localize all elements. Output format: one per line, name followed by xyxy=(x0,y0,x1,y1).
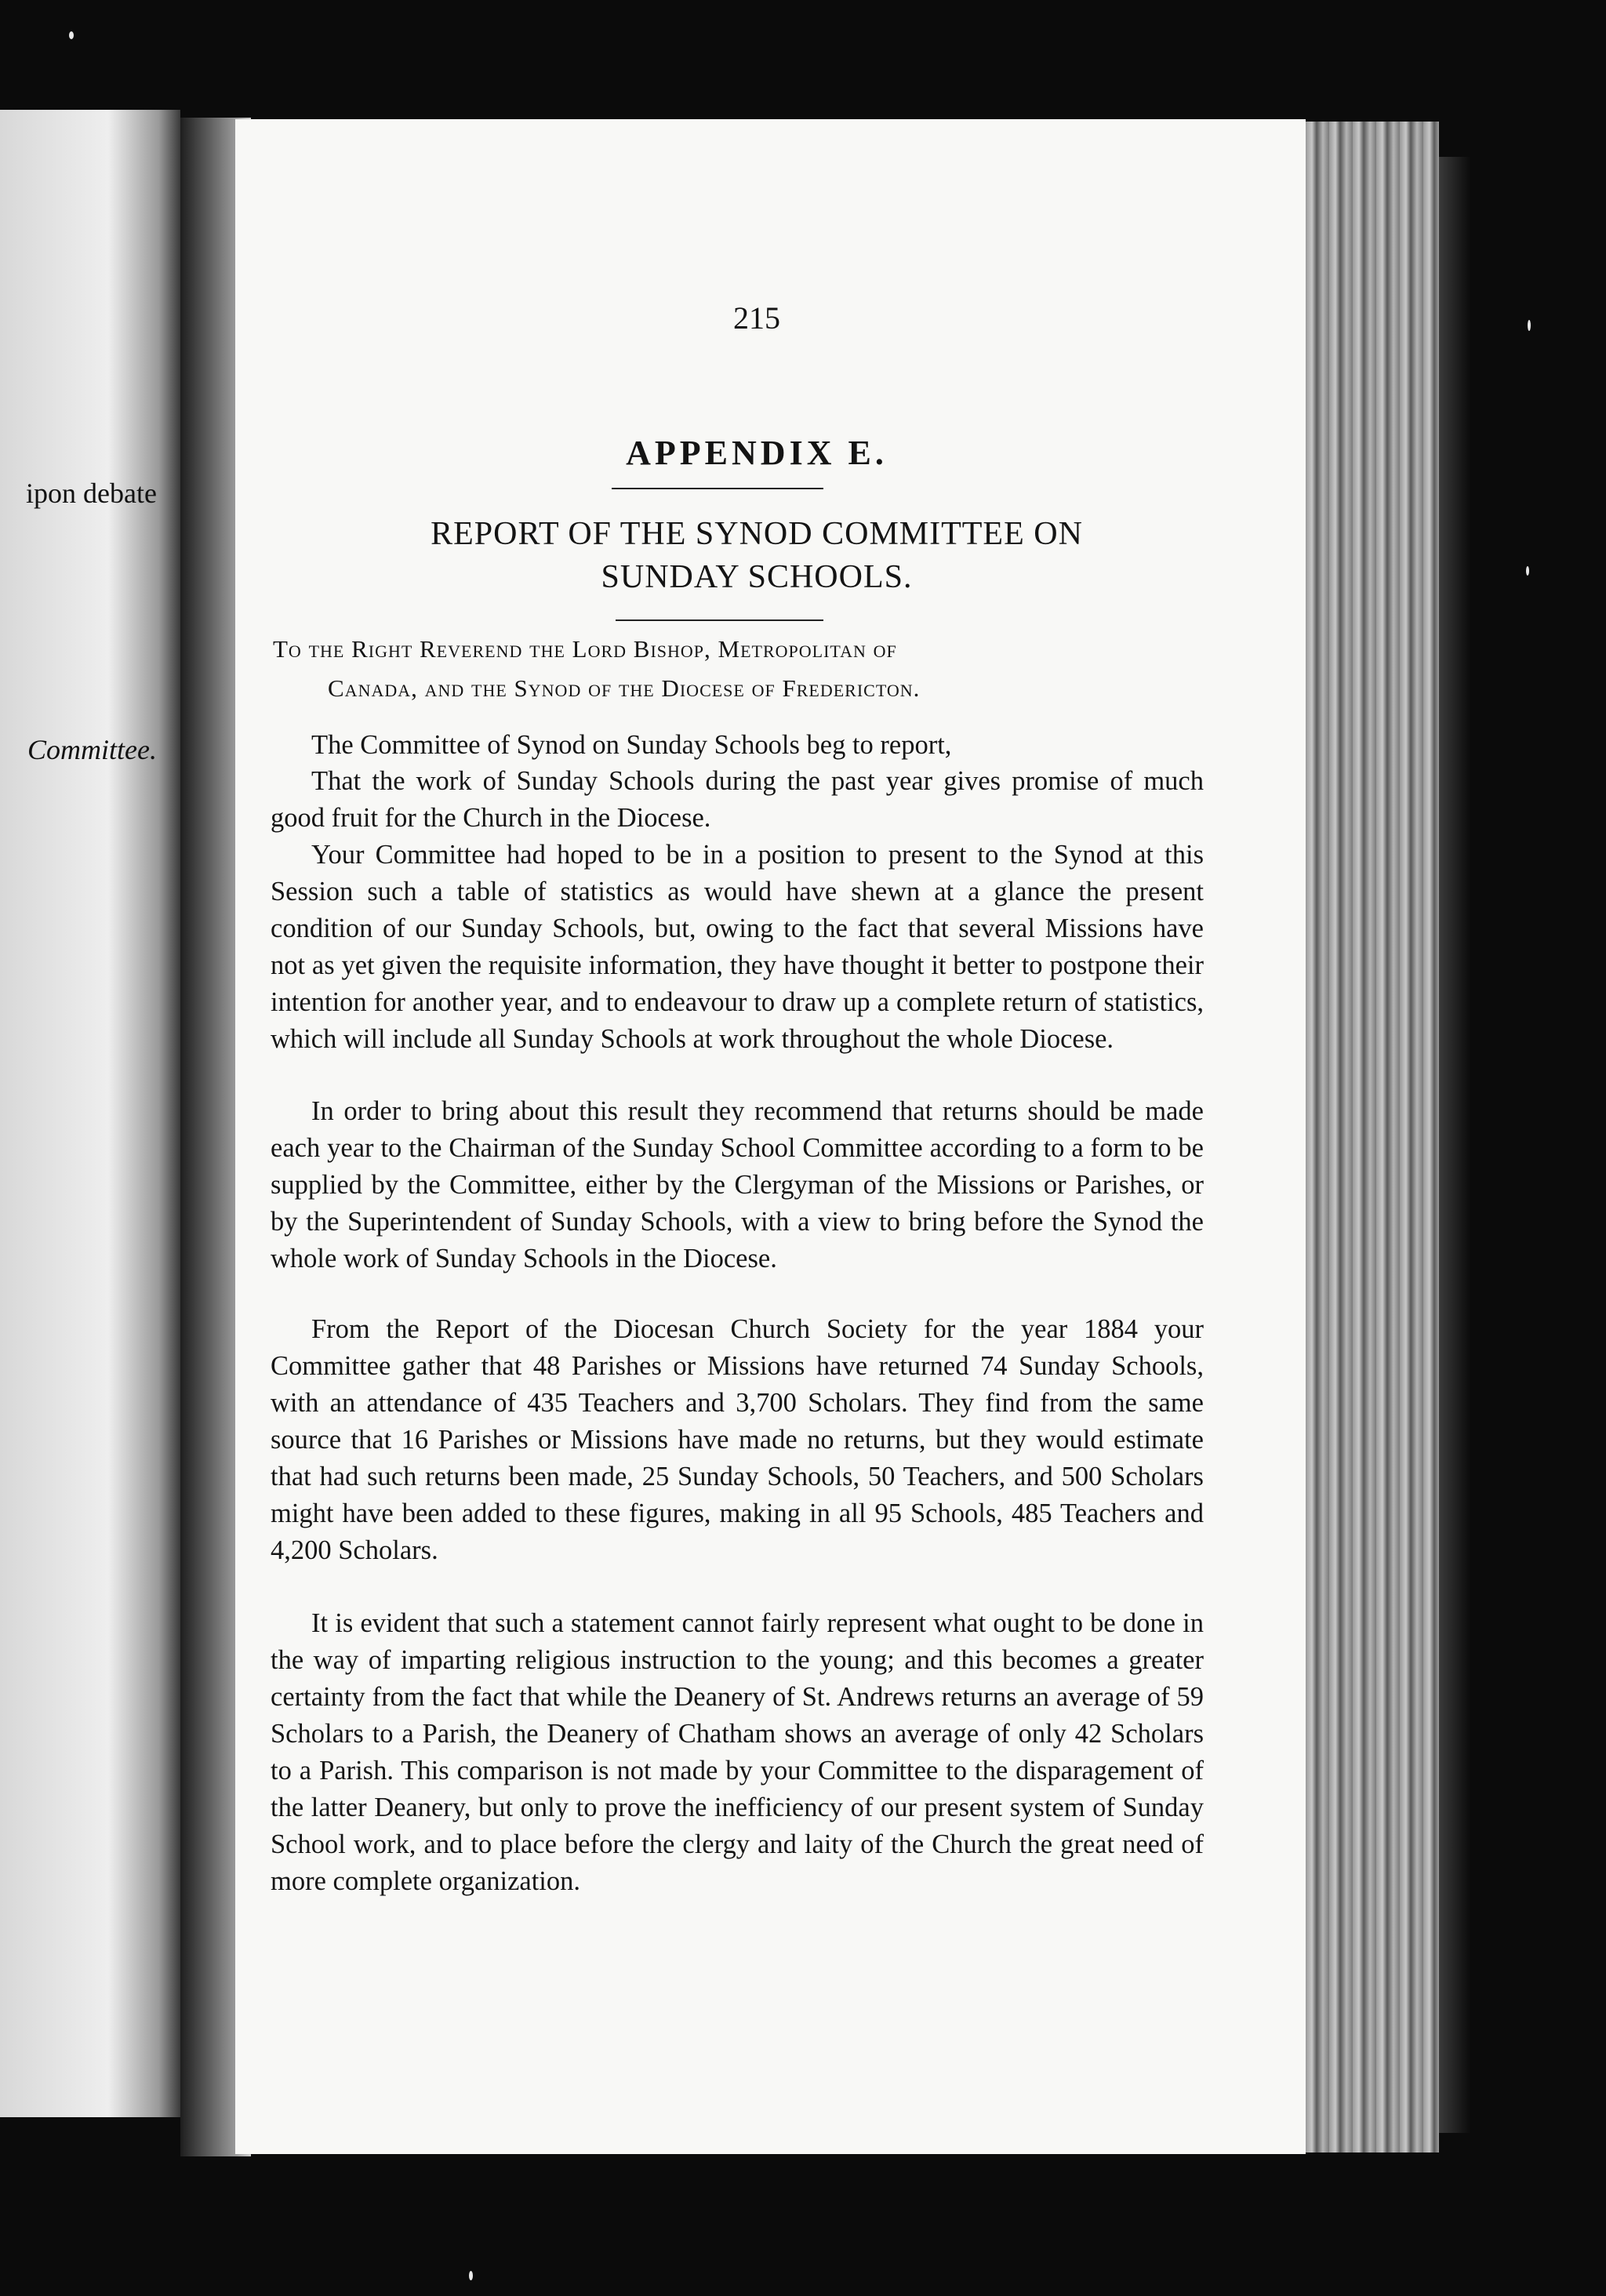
body-paragraph: In order to bring about this result they recommend that returns should be made each year to the Chairman of the Sunday School Committee according to a form to be supplied by the Committee, either by the Clergyman of the Missions or Parishes, or by the Superintendent of Sunday Schools, with a view to bring before the Synod the whole work of Sunday Schools in the Diocese. xyxy=(271,1096,1204,1273)
left-page-text-fragment: Committee. xyxy=(27,734,157,765)
film-speck xyxy=(1526,566,1529,576)
address-line: To the Right Reverend the Lord Bishop, Metropolitan of xyxy=(273,635,897,663)
address-line: Canada, and the Synod of the Diocese of Fredericton. xyxy=(328,674,921,702)
body-paragraph: From the Report of the Diocesan Church Society for the year 1884 your Committee gather that 48 Parishes or Missions have returned 74 Sunday Schools, with an attendance of 435 Teachers and 3,700 Scholars. They find from the same source that 16 Parishes or Missions have made no returns, but they would estimate that had such returns been made, 25 Sunday Schools, 50 Teachers, and 500 Scholars might have been added to these figures, making in all 95 Schools, 485 Teachers and 4,200 Scholars. xyxy=(271,1314,1204,1565)
body-paragraph: It is evident that such a statement cannot fairly represent what ought to be done in the way of imparting religious instruction to the young; and this becomes a greater certainty from the fact that while the Deanery of St. Andrews returns an average of 59 Scholars to a Parish, the Deanery of Chatham shows an average of only 42 Scholars to a Parish. This comparison is not made by your Committee to the disparagement of the latter Deanery, but only to prove the inefficiency of our present system of Sunday School work, and to place before the clergy and laity of the Church the great need of more complete organization. xyxy=(271,1608,1204,1896)
report-title-line: SUNDAY SCHOOLS. xyxy=(601,559,913,595)
film-speck xyxy=(69,31,74,39)
appendix-heading: APPENDIX E. xyxy=(626,434,888,472)
film-speck xyxy=(469,2271,473,2280)
body-paragraph: The Committee of Synod on Sunday Schools beg to report, xyxy=(311,730,952,760)
body-paragraph: Your Committee had hoped to be in a position to present to the Synod at this Session such a table of statistics as would have shewn at a glance the present condition of our Sunday Schools, but, owing to the fact that several Missions have not as yet given the requisite information, they have thought it better to postpone their intention for another year, and to endeavour to draw up a complete return of statistics, which will include all Sunday Schools at work throughout the whole Diocese. xyxy=(271,840,1204,1054)
body-paragraph: That the work of Sunday Schools during the past year gives promise of much good fruit for the Church in the Diocese. xyxy=(271,766,1204,833)
heading-divider xyxy=(616,619,823,621)
book-page-edges xyxy=(1306,122,1439,2152)
book-page xyxy=(235,119,1306,2154)
page-number: 215 xyxy=(733,300,780,336)
book-edge-shadow xyxy=(1439,157,1470,2133)
heading-divider xyxy=(612,488,823,489)
report-title-line: REPORT OF THE SYNOD COMMITTEE ON xyxy=(431,516,1083,552)
left-page xyxy=(0,110,180,2117)
left-page-text-fragment: ipon debate xyxy=(26,478,157,509)
film-speck xyxy=(1528,320,1531,331)
